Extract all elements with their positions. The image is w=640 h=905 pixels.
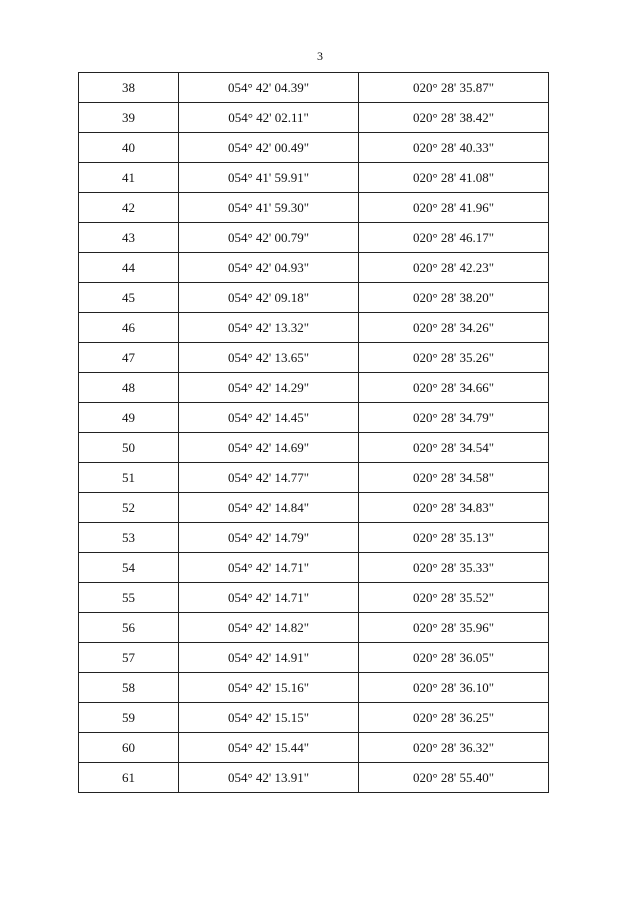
longitude-cell: 020° 28' 34.66": [359, 373, 549, 403]
longitude-cell: 020° 28' 40.33": [359, 133, 549, 163]
longitude-cell: 020° 28' 35.26": [359, 343, 549, 373]
latitude-cell: 054° 41' 59.30": [179, 193, 359, 223]
latitude-cell: 054° 42' 14.84": [179, 493, 359, 523]
longitude-cell: 020° 28' 38.20": [359, 283, 549, 313]
latitude-cell: 054° 42' 14.77": [179, 463, 359, 493]
point-number-cell: 61: [79, 763, 179, 793]
point-number-cell: 49: [79, 403, 179, 433]
point-number-cell: 50: [79, 433, 179, 463]
coordinates-table: [78, 72, 549, 793]
point-number-cell: 44: [79, 253, 179, 283]
latitude-cell: 054° 42' 09.18": [179, 283, 359, 313]
page-number: 3: [317, 49, 323, 63]
table-row: [79, 253, 549, 283]
point-number-cell: 59: [79, 703, 179, 733]
table-row: [79, 523, 549, 553]
latitude-cell: 054° 42' 00.79": [179, 223, 359, 253]
point-number-cell: 47: [79, 343, 179, 373]
longitude-cell: 020° 28' 35.13": [359, 523, 549, 553]
longitude-cell: 020° 28' 41.96": [359, 193, 549, 223]
longitude-cell: 020° 28' 42.23": [359, 253, 549, 283]
table-row: [79, 433, 549, 463]
table-row: [79, 463, 549, 493]
point-number-cell: 48: [79, 373, 179, 403]
table-row: [79, 673, 549, 703]
latitude-cell: 054° 42' 14.29": [179, 373, 359, 403]
latitude-cell: 054° 42' 13.65": [179, 343, 359, 373]
table-row: [79, 193, 549, 223]
latitude-cell: 054° 42' 14.69": [179, 433, 359, 463]
longitude-cell: 020° 28' 46.17": [359, 223, 549, 253]
latitude-cell: 054° 42' 15.16": [179, 673, 359, 703]
table-row: [79, 313, 549, 343]
latitude-cell: 054° 42' 00.49": [179, 133, 359, 163]
table-row: [79, 493, 549, 523]
latitude-cell: 054° 42' 14.45": [179, 403, 359, 433]
point-number-cell: 51: [79, 463, 179, 493]
latitude-cell: 054° 42' 13.91": [179, 763, 359, 793]
point-number-cell: 41: [79, 163, 179, 193]
table-row: [79, 223, 549, 253]
table-row: [79, 73, 549, 103]
longitude-cell: 020° 28' 35.33": [359, 553, 549, 583]
longitude-cell: 020° 28' 34.26": [359, 313, 549, 343]
longitude-cell: 020° 28' 36.10": [359, 673, 549, 703]
point-number-cell: 58: [79, 673, 179, 703]
latitude-cell: 054° 41' 59.91": [179, 163, 359, 193]
point-number-cell: 39: [79, 103, 179, 133]
point-number-cell: 52: [79, 493, 179, 523]
table-row: [79, 613, 549, 643]
longitude-cell: 020° 28' 55.40": [359, 763, 549, 793]
table-row: [79, 583, 549, 613]
latitude-cell: 054° 42' 14.82": [179, 613, 359, 643]
longitude-cell: 020° 28' 34.83": [359, 493, 549, 523]
latitude-cell: 054° 42' 15.15": [179, 703, 359, 733]
point-number-cell: 54: [79, 553, 179, 583]
longitude-cell: 020° 28' 34.79": [359, 403, 549, 433]
table-row: [79, 103, 549, 133]
table-row: [79, 163, 549, 193]
latitude-cell: 054° 42' 14.91": [179, 643, 359, 673]
point-number-cell: 46: [79, 313, 179, 343]
point-number-cell: 40: [79, 133, 179, 163]
longitude-cell: 020° 28' 41.08": [359, 163, 549, 193]
longitude-cell: 020° 28' 34.54": [359, 433, 549, 463]
latitude-cell: 054° 42' 14.71": [179, 553, 359, 583]
latitude-cell: 054° 42' 15.44": [179, 733, 359, 763]
point-number-cell: 56: [79, 613, 179, 643]
latitude-cell: 054° 42' 04.39": [179, 73, 359, 103]
longitude-cell: 020° 28' 34.58": [359, 463, 549, 493]
point-number-cell: 60: [79, 733, 179, 763]
longitude-cell: 020° 28' 35.87": [359, 73, 549, 103]
latitude-cell: 054° 42' 04.93": [179, 253, 359, 283]
longitude-cell: 020° 28' 36.25": [359, 703, 549, 733]
point-number-cell: 53: [79, 523, 179, 553]
latitude-cell: 054° 42' 14.79": [179, 523, 359, 553]
point-number-cell: 57: [79, 643, 179, 673]
point-number-cell: 42: [79, 193, 179, 223]
table-row: [79, 733, 549, 763]
table-row: [79, 133, 549, 163]
longitude-cell: 020° 28' 38.42": [359, 103, 549, 133]
point-number-cell: 45: [79, 283, 179, 313]
table-row: [79, 343, 549, 373]
table-row: [79, 703, 549, 733]
coordinates-table-body: [79, 73, 549, 793]
longitude-cell: 020° 28' 35.52": [359, 583, 549, 613]
latitude-cell: 054° 42' 13.32": [179, 313, 359, 343]
latitude-cell: 054° 42' 02.11": [179, 103, 359, 133]
longitude-cell: 020° 28' 35.96": [359, 613, 549, 643]
table-row: [79, 643, 549, 673]
longitude-cell: 020° 28' 36.32": [359, 733, 549, 763]
table-row: [79, 763, 549, 793]
point-number-cell: 38: [79, 73, 179, 103]
table-row: [79, 283, 549, 313]
table-row: [79, 373, 549, 403]
point-number-cell: 55: [79, 583, 179, 613]
table-row: [79, 403, 549, 433]
longitude-cell: 020° 28' 36.05": [359, 643, 549, 673]
latitude-cell: 054° 42' 14.71": [179, 583, 359, 613]
table-row: [79, 553, 549, 583]
point-number-cell: 43: [79, 223, 179, 253]
